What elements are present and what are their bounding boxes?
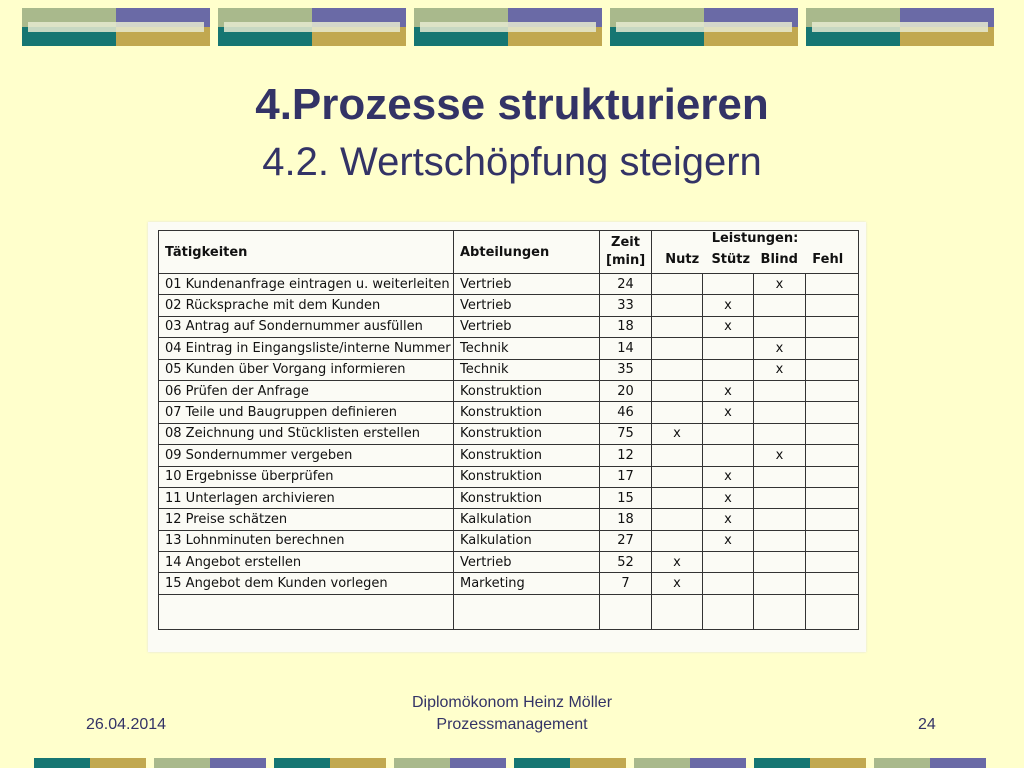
cell-fehl [806, 402, 859, 423]
cell-abteilung: Konstruktion [454, 402, 600, 423]
cell-blind [754, 423, 806, 444]
empty-cell [600, 594, 652, 629]
header-taetigkeiten: Tätigkeiten [159, 231, 454, 274]
cell-stuetz: x [703, 466, 754, 487]
cell-taetigkeit: 14 Angebot erstellen [159, 552, 454, 573]
cell-taetigkeit: 11 Unterlagen archivieren [159, 487, 454, 508]
empty-cell [454, 594, 600, 629]
band-block [274, 758, 386, 768]
cell-nutz: x [652, 573, 703, 594]
cell-taetigkeit: 15 Angebot dem Kunden vorlegen [159, 573, 454, 594]
cell-blind: x [754, 338, 806, 359]
band-block [754, 758, 866, 768]
table-row [159, 359, 859, 380]
cell-taetigkeit: 12 Preise schätzen [159, 509, 454, 530]
cell-abteilung: Vertrieb [454, 295, 600, 316]
slide-title: 4.Prozesse strukturieren [255, 80, 769, 129]
table-row [159, 402, 859, 423]
cell-abteilung: Technik [454, 338, 600, 359]
cell-nutz [652, 274, 703, 295]
cell-blind [754, 573, 806, 594]
band-block [394, 758, 506, 768]
table-row [159, 380, 859, 401]
table-row [159, 338, 859, 359]
cell-nutz [652, 509, 703, 530]
header-blind: Blind [760, 252, 798, 267]
table-row [159, 530, 859, 551]
cell-nutz: x [652, 423, 703, 444]
cell-stuetz: x [703, 487, 754, 508]
cell-zeit: 18 [600, 316, 652, 337]
cell-zeit: 7 [600, 573, 652, 594]
cell-nutz [652, 402, 703, 423]
footer-author: Diplomökonom Heinz Möller [411, 694, 613, 711]
cell-abteilung: Konstruktion [454, 445, 600, 466]
footer-page-number: 24 [918, 716, 936, 733]
cell-taetigkeit: 02 Rücksprache mit dem Kunden [159, 295, 454, 316]
empty-cell [806, 594, 859, 629]
cell-fehl [806, 552, 859, 573]
cell-fehl [806, 338, 859, 359]
activity-table [158, 230, 859, 630]
cell-nutz [652, 530, 703, 551]
cell-taetigkeit: 10 Ergebnisse überprüfen [159, 466, 454, 487]
cell-stuetz: x [703, 530, 754, 551]
table-row [159, 423, 859, 444]
cell-taetigkeit: 06 Prüfen der Anfrage [159, 380, 454, 401]
cell-blind [754, 487, 806, 508]
cell-stuetz: x [703, 295, 754, 316]
top-decorative-band [22, 8, 1002, 48]
table-row [159, 487, 859, 508]
cell-zeit: 24 [600, 274, 652, 295]
cell-stuetz: x [703, 509, 754, 530]
cell-fehl [806, 380, 859, 401]
cell-nutz [652, 380, 703, 401]
cell-stuetz [703, 423, 754, 444]
cell-abteilung: Konstruktion [454, 423, 600, 444]
cell-blind [754, 509, 806, 530]
cell-stuetz [703, 359, 754, 380]
cell-fehl [806, 530, 859, 551]
cell-taetigkeit: 07 Teile und Baugruppen definieren [159, 402, 454, 423]
table-row [159, 466, 859, 487]
empty-cell [652, 594, 703, 629]
header-leistungen-title: Leistungen: [711, 231, 799, 246]
cell-zeit: 15 [600, 487, 652, 508]
cell-fehl [806, 423, 859, 444]
cell-stuetz [703, 274, 754, 295]
empty-cell [754, 594, 806, 629]
cell-zeit: 20 [600, 380, 652, 401]
band-block [218, 8, 406, 46]
header-zeit-line1: Zeit [611, 235, 640, 250]
header-zeit-line2: [min] [606, 253, 646, 268]
table-row-empty [159, 594, 859, 629]
table-row [159, 445, 859, 466]
cell-zeit: 14 [600, 338, 652, 359]
header-fehl: Fehl [812, 252, 844, 267]
cell-abteilung: Marketing [454, 573, 600, 594]
table-body [159, 274, 859, 630]
table-row [159, 295, 859, 316]
cell-stuetz [703, 552, 754, 573]
cell-fehl [806, 445, 859, 466]
cell-fehl [806, 573, 859, 594]
cell-blind [754, 380, 806, 401]
cell-abteilung: Kalkulation [454, 509, 600, 530]
cell-nutz [652, 487, 703, 508]
cell-nutz [652, 359, 703, 380]
cell-taetigkeit: 13 Lohnminuten berechnen [159, 530, 454, 551]
cell-abteilung: Konstruktion [454, 380, 600, 401]
cell-blind [754, 466, 806, 487]
header-zeit [600, 231, 652, 274]
cell-blind [754, 402, 806, 423]
table-header-row [159, 231, 859, 274]
band-block [610, 8, 798, 46]
band-block [874, 758, 986, 768]
table-row [159, 573, 859, 594]
cell-taetigkeit: 03 Antrag auf Sondernummer ausfüllen [159, 316, 454, 337]
slide-subtitle: 4.2. Wertschöpfung steigern [262, 140, 762, 184]
cell-blind [754, 295, 806, 316]
cell-abteilung: Vertrieb [454, 274, 600, 295]
header-leistungen [652, 231, 859, 274]
header-abteilungen: Abteilungen [454, 231, 600, 274]
header-stuetz: Stütz [711, 252, 751, 267]
cell-stuetz [703, 338, 754, 359]
cell-blind: x [754, 274, 806, 295]
band-block [34, 758, 146, 768]
footer-date: 26.04.2014 [86, 716, 167, 733]
cell-fehl [806, 295, 859, 316]
cell-zeit: 18 [600, 509, 652, 530]
cell-fehl [806, 487, 859, 508]
cell-taetigkeit: 04 Eintrag in Eingangsliste/interne Nummer [159, 338, 454, 359]
table-row [159, 552, 859, 573]
empty-cell [703, 594, 754, 629]
empty-cell [159, 594, 454, 629]
band-block [634, 758, 746, 768]
cell-nutz [652, 338, 703, 359]
cell-stuetz [703, 573, 754, 594]
cell-blind: x [754, 359, 806, 380]
cell-abteilung: Kalkulation [454, 530, 600, 551]
table-row [159, 316, 859, 337]
header-nutz: Nutz [665, 252, 700, 267]
cell-abteilung: Konstruktion [454, 487, 600, 508]
cell-fehl [806, 316, 859, 337]
cell-abteilung: Vertrieb [454, 552, 600, 573]
band-block [22, 8, 210, 46]
cell-blind [754, 530, 806, 551]
scanned-table-image [148, 222, 866, 652]
cell-taetigkeit: 09 Sondernummer vergeben [159, 445, 454, 466]
cell-abteilung: Vertrieb [454, 316, 600, 337]
cell-stuetz: x [703, 380, 754, 401]
cell-taetigkeit: 05 Kunden über Vorgang informieren [159, 359, 454, 380]
cell-blind [754, 316, 806, 337]
table-row [159, 274, 859, 295]
cell-zeit: 75 [600, 423, 652, 444]
cell-fehl [806, 359, 859, 380]
cell-zeit: 52 [600, 552, 652, 573]
footer-center [0, 692, 1024, 736]
cell-zeit: 33 [600, 295, 652, 316]
bottom-decorative-band [34, 758, 994, 768]
footer-topic: Prozessmanagement [436, 716, 588, 733]
cell-fehl [806, 509, 859, 530]
cell-fehl [806, 274, 859, 295]
cell-stuetz: x [703, 402, 754, 423]
cell-blind [754, 552, 806, 573]
cell-abteilung: Technik [454, 359, 600, 380]
cell-stuetz: x [703, 316, 754, 337]
cell-taetigkeit: 08 Zeichnung und Stücklisten erstellen [159, 423, 454, 444]
cell-nutz [652, 295, 703, 316]
cell-nutz [652, 445, 703, 466]
cell-nutz [652, 316, 703, 337]
cell-blind: x [754, 445, 806, 466]
band-block [514, 758, 626, 768]
band-block [414, 8, 602, 46]
cell-zeit: 46 [600, 402, 652, 423]
cell-zeit: 35 [600, 359, 652, 380]
band-block [154, 758, 266, 768]
cell-taetigkeit: 01 Kundenanfrage eintragen u. weiterleiten [159, 274, 454, 295]
cell-zeit: 12 [600, 445, 652, 466]
cell-abteilung: Konstruktion [454, 466, 600, 487]
cell-fehl [806, 466, 859, 487]
cell-nutz: x [652, 552, 703, 573]
cell-zeit: 17 [600, 466, 652, 487]
cell-zeit: 27 [600, 530, 652, 551]
cell-nutz [652, 466, 703, 487]
band-block [806, 8, 994, 46]
cell-stuetz [703, 445, 754, 466]
table-row [159, 509, 859, 530]
